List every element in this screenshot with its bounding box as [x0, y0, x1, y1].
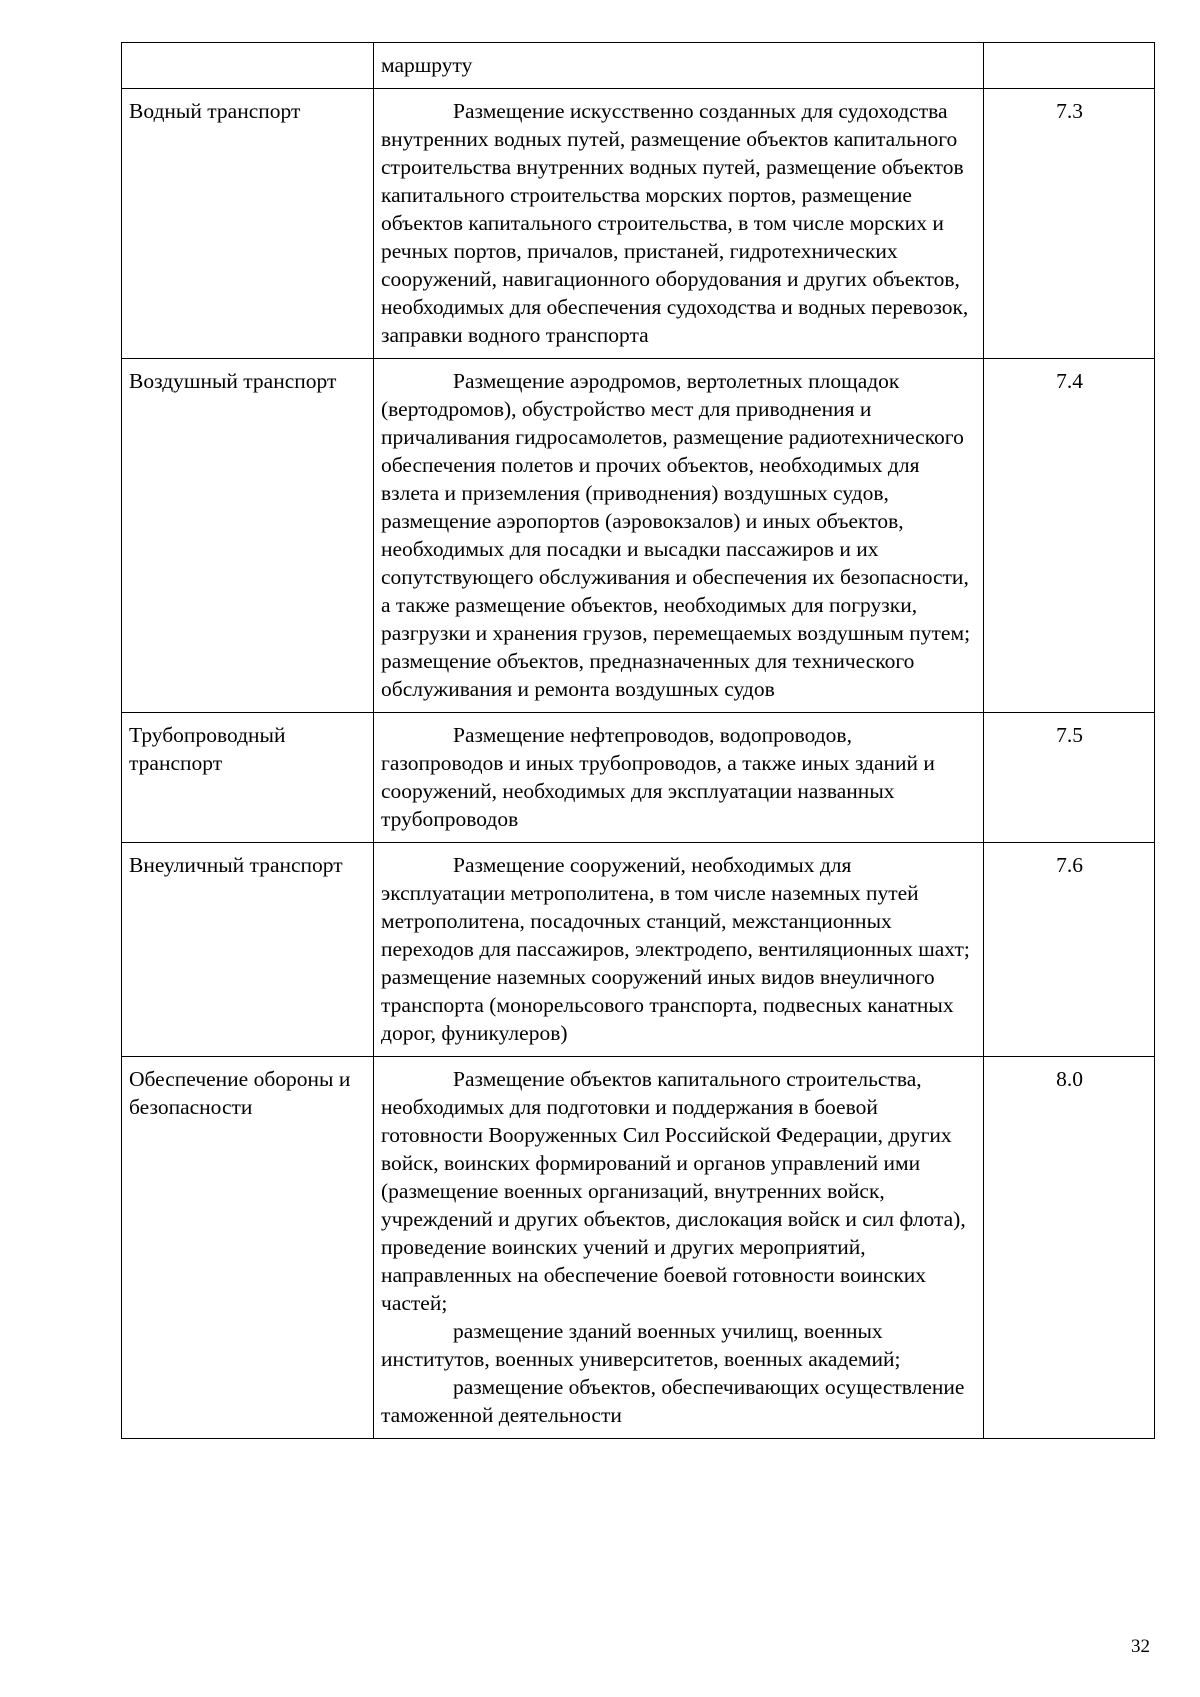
land-use-name-cell: Воздушный транспорт: [122, 359, 374, 713]
table-row: [122, 43, 1155, 89]
description-paragraph: Размещение искусственно созданных для судоходства внутренних водных путей, размещение объектов капитального строительства внутренних водных путей, размещение объектов капитального строительства морских портов, размещение объектов капитального строительства, в том числе морских и речных портов, причалов, пристаней, гидротехнических сооружений, навигационного оборудования и других объектов, необходимых для обеспечения судоходства и водных перевозок, заправки водного транспорта: [381, 99, 969, 347]
land-use-code-cell: 7.4: [984, 359, 1155, 713]
land-use-name-cell: Трубопроводный транспорт: [122, 713, 374, 843]
table-row: [122, 843, 1155, 1057]
description-paragraph: Размещение аэродромов, вертолетных площадок (вертодромов), обустройство мест для приводнения и причаливания гидросамолетов, размещение радиотехнического обеспечения полетов и прочих объектов, необходимых для взлета и приземления (приводнения) воздушных судов, размещение аэропортов (аэровокзалов) и иных объектов, необходимых для посадки и высадки пассажиров и их сопутствующего обслуживания и обеспечения их безопасности, а также размещение объектов, необходимых для погрузки, разгрузки и хранения грузов, перемещаемых воздушным путем; размещение объектов, предназначенных для технического обслуживания и ремонта воздушных судов: [381, 369, 971, 701]
land-use-description-cell: [374, 89, 984, 359]
land-use-code-cell: 7.6: [984, 843, 1155, 1057]
land-use-description-cell: [374, 359, 984, 713]
land-use-code-cell: 7.3: [984, 89, 1155, 359]
table-row: [122, 1057, 1155, 1439]
land-use-table: [121, 42, 1155, 1439]
description-paragraph: Размещение объектов капитального строительства, необходимых для подготовки и поддержания в боевой готовности Вооруженных Сил Российской Федерации, других войск, воинских формирований и органов управлений ими (размещение военных организаций, внутренних войск, учреждений и других объектов, дислокация войск и сил флота), проведение воинских учений и других мероприятий, направленных на обеспечение боевой готовности воинских частей;: [381, 1067, 966, 1315]
description-paragraph: маршруту: [381, 53, 473, 77]
description-paragraph: Размещение сооружений, необходимых для эксплуатации метрополитена, в том числе наземных путей метрополитена, посадочных станций, межстанционных переходов для пассажиров, электродепо, вентиляционных шахт; размещение наземных сооружений иных видов внеуличного транспорта (монорельсового транспорта, подвесных канатных дорог, фуникулеров): [381, 853, 970, 1045]
land-use-description-cell: [374, 713, 984, 843]
land-use-code-cell: 8.0: [984, 1057, 1155, 1439]
land-use-description-cell: [374, 843, 984, 1057]
description-paragraph: размещение зданий военных училищ, военных институтов, военных университетов, военных академий;: [381, 1319, 901, 1371]
description-paragraph: Размещение нефтепроводов, водопроводов, газопроводов и иных трубопроводов, а также иных зданий и сооружений, необходимых для эксплуатации названных трубопроводов: [381, 723, 935, 831]
land-use-code-cell: [984, 43, 1155, 89]
table-body: [122, 43, 1155, 1439]
land-use-name-cell: [122, 43, 374, 89]
page-number: 32: [1131, 1636, 1150, 1657]
land-use-description-cell: [374, 43, 984, 89]
table-row: [122, 359, 1155, 713]
land-use-name-cell: Внеуличный транспорт: [122, 843, 374, 1057]
land-use-name-cell: Обеспечение обороны и безопасности: [122, 1057, 374, 1439]
land-use-description-cell: [374, 1057, 984, 1439]
land-use-name-cell: Водный транспорт: [122, 89, 374, 359]
land-use-code-cell: 7.5: [984, 713, 1155, 843]
description-paragraph: размещение объектов, обеспечивающих осуществление таможенной деятельности: [381, 1375, 965, 1427]
table-row: [122, 89, 1155, 359]
table-row: [122, 713, 1155, 843]
